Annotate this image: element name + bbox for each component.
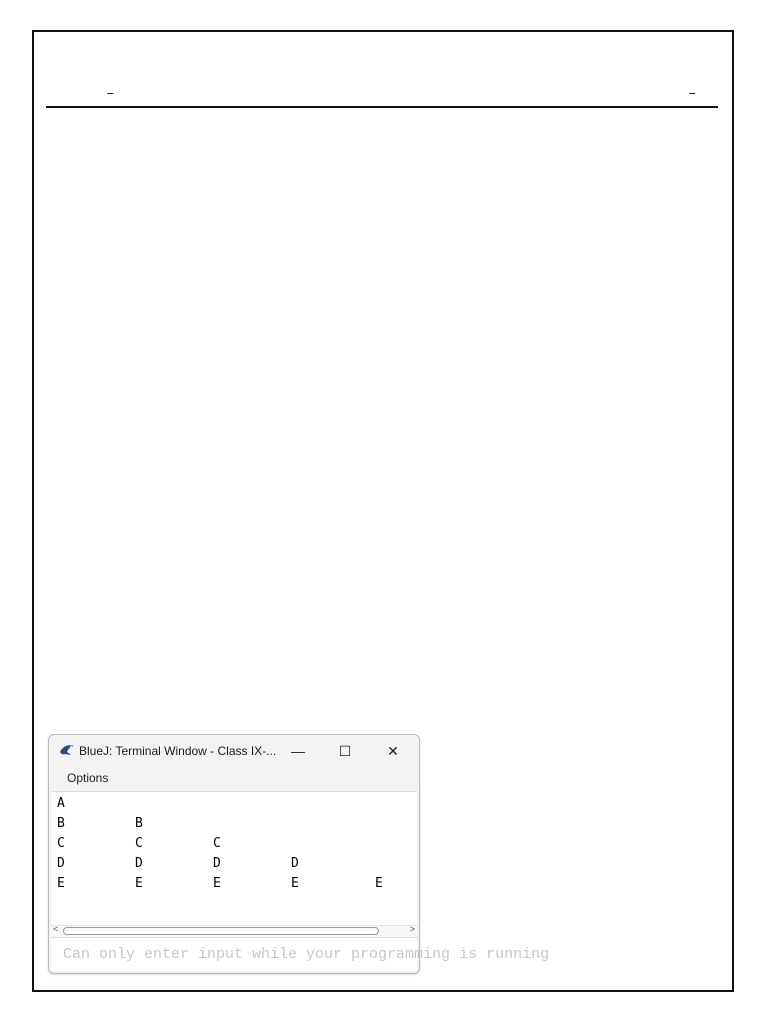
header-right-dash: – (688, 86, 697, 102)
output-cell: D (57, 856, 65, 871)
horizontal-scrollbar[interactable] (51, 925, 417, 936)
header-left-dash: – (106, 86, 115, 102)
output-cell: E (135, 876, 143, 891)
output-cell: B (135, 816, 143, 831)
title-bar[interactable] (49, 735, 419, 767)
menu-bar (49, 767, 419, 791)
output-cell: B (57, 816, 65, 831)
bluej-bird-icon (59, 743, 75, 757)
output-cell: E (213, 876, 221, 891)
scroll-left-arrow-icon[interactable]: < (53, 924, 59, 934)
output-cell: D (135, 856, 143, 871)
menu-options[interactable]: Options (67, 771, 109, 785)
output-line-4 (57, 856, 299, 874)
output-cell: C (57, 836, 65, 851)
close-button[interactable]: ✕ (387, 742, 399, 759)
output-cell: E (291, 876, 299, 891)
maximize-button[interactable]: ☐ (338, 742, 352, 759)
output-cell: A (57, 796, 65, 811)
output-cell: C (213, 836, 221, 851)
output-line-3 (57, 836, 221, 854)
terminal-input[interactable]: Can only enter input while your programming is running (51, 937, 417, 971)
output-cell: C (135, 836, 143, 851)
terminal-window (48, 734, 550, 974)
output-cell: D (291, 856, 299, 871)
scroll-right-arrow-icon[interactable]: > (409, 924, 415, 934)
minimize-button[interactable]: — (291, 743, 305, 759)
output-line-2 (57, 816, 143, 834)
header-rule (46, 106, 718, 108)
output-line-5 (57, 876, 383, 894)
output-cell: D (213, 856, 221, 871)
terminal-output[interactable] (51, 791, 417, 926)
output-cell: E (57, 876, 65, 891)
output-cell: E (375, 876, 383, 891)
window-title: BlueJ: Terminal Window - Class IX-... (79, 744, 277, 758)
output-line-1 (57, 796, 104, 814)
scrollbar-thumb[interactable] (63, 927, 379, 935)
